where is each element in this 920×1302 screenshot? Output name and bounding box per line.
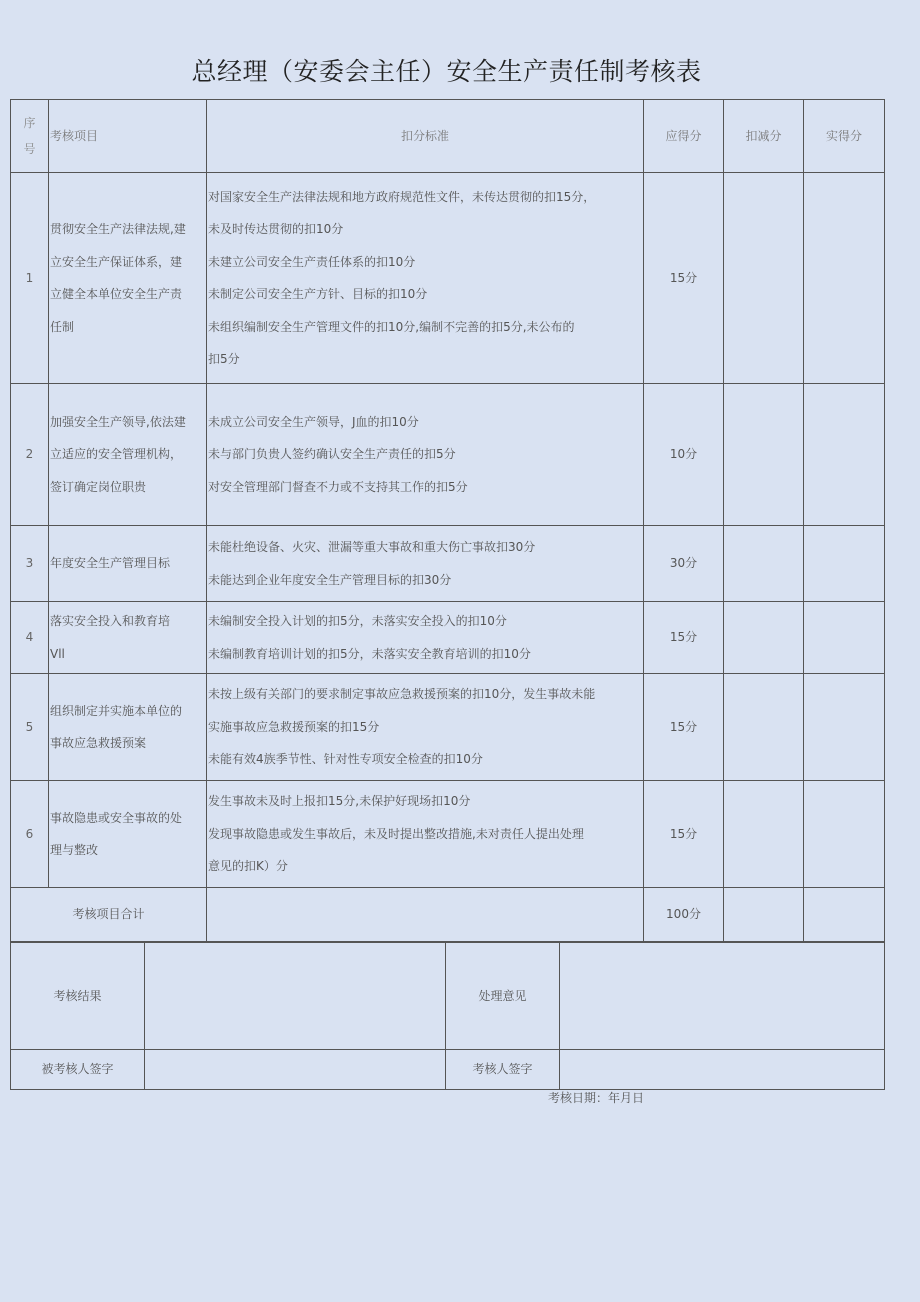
header-item: 考核项目 [49, 100, 207, 173]
header-due-score: 应得分 [644, 100, 724, 173]
total-deduct-cell[interactable] [724, 888, 804, 942]
header-actual: 实得分 [804, 100, 885, 173]
row-deduct-cell[interactable] [724, 602, 804, 674]
row-item-line: 立适应的安全管理机构， [50, 447, 183, 462]
header-seq-line1: 序 [23, 116, 36, 130]
total-score: 100分 [644, 888, 724, 942]
row-item-line: 事故隐患或安全事故的处 [50, 810, 183, 825]
row-criteria-line: 未组织编制安全生产管理文件的扣10分,编制不完善的扣5分,未公布的 [208, 319, 575, 334]
table-row [11, 173, 885, 384]
row-seq: 3 [11, 526, 49, 602]
row-due-score: 30分 [644, 526, 724, 602]
row-item [49, 781, 207, 888]
row-deduct-cell[interactable] [724, 526, 804, 602]
row-actual-cell[interactable] [804, 526, 885, 602]
row-item-line: 加强安全生产领导,依法建 [50, 414, 186, 429]
examiner-sign-label: 考核人签字 [446, 1050, 560, 1090]
row-item-line: 事故应急救援预案 [50, 736, 147, 750]
result-label: 考核结果 [11, 943, 145, 1050]
total-label: 考核项目合计 [11, 888, 207, 942]
row-seq: 4 [11, 602, 49, 674]
row-item-line: 理与整改 [50, 843, 99, 857]
row-actual-cell[interactable] [804, 173, 885, 384]
assessment-date: 考核日期：年月日 [548, 1091, 645, 1105]
row-due-score: 15分 [644, 781, 724, 888]
total-actual-cell[interactable] [804, 888, 885, 942]
row-criteria [207, 526, 644, 602]
table-row [11, 526, 885, 602]
row-deduct-cell[interactable] [724, 173, 804, 384]
row-item-line: 立安全生产保证体系，建 [50, 254, 183, 269]
row-item [49, 384, 207, 526]
row-criteria [207, 602, 644, 674]
table-row [11, 674, 885, 781]
row-item [49, 602, 207, 674]
total-row [11, 888, 885, 942]
row-criteria-line: 未及时传达贯彻的扣10分 [208, 222, 344, 236]
header-seq [11, 100, 49, 173]
row-seq: 5 [11, 674, 49, 781]
row-criteria-line: 未编制教育培训计划的扣5分，未落实安全教育培训的扣10分 [208, 646, 531, 661]
row-criteria [207, 781, 644, 888]
row-due-score: 15分 [644, 602, 724, 674]
row-actual-cell[interactable] [804, 602, 885, 674]
assessment-table [10, 99, 885, 942]
row-seq: 6 [11, 781, 49, 888]
result-field[interactable] [145, 943, 446, 1050]
row-criteria-line: 扣5分 [208, 352, 240, 366]
table-row [11, 781, 885, 888]
examinee-sign-label: 被考核人签字 [11, 1050, 145, 1090]
row-item-line: Vll [50, 646, 65, 661]
row-criteria-line: 对国家安全生产法律法规和地方政府规范性文件，未传达贯彻的扣15分， [208, 189, 596, 204]
row-item [49, 173, 207, 384]
row-item-line: 组织制定并实施本单位的 [50, 703, 183, 718]
row-item-line: 贯彻安全生产法律法规,建 [50, 222, 186, 236]
header-criteria: 扣分标准 [207, 100, 644, 173]
row-criteria-line: 发现事故隐患或发生事故后，未及时提出整改措施,未对责任人提出处理 [208, 826, 584, 841]
row-criteria-line: 未能达到企业年度安全生产管理目标的扣30分 [208, 572, 452, 587]
table-row [11, 384, 885, 526]
row-item-line: 签订确定岗位职贵 [50, 479, 147, 494]
row-criteria-line: 意见的扣K）分 [208, 859, 288, 874]
table-row [11, 602, 885, 674]
page-title: 总经理（安委会主任）安全生产责任制考核表 [191, 57, 702, 86]
row-actual-cell[interactable] [804, 384, 885, 526]
table-header-row [11, 100, 885, 173]
row-due-score: 15分 [644, 674, 724, 781]
header-seq-line2: 号 [23, 142, 36, 156]
signature-table [10, 942, 885, 1090]
header-deduct: 扣减分 [724, 100, 804, 173]
row-criteria-line: 未制定公司安全生产方针、目标的扣10分 [208, 287, 428, 301]
total-criteria-cell [207, 888, 644, 942]
row-item-line: 落实安全投入和教育培 [50, 614, 171, 628]
examinee-sign-field[interactable] [145, 1050, 446, 1090]
row-criteria-line: 未建立公司安全生产责任体系的扣10分 [208, 254, 416, 269]
row-actual-cell[interactable] [804, 781, 885, 888]
row-seq: 2 [11, 384, 49, 526]
row-criteria-line: 对安全管理部门督查不力或不支持其工作的扣5分 [208, 479, 468, 494]
row-seq: 1 [11, 173, 49, 384]
opinion-label: 处理意见 [446, 943, 560, 1050]
row-criteria-line: 实施事故应急救援预案的扣15分 [208, 719, 380, 734]
row-criteria-line: 发生事故未及时上报扣15分,未保护好现场扣10分 [208, 794, 471, 809]
row-criteria [207, 674, 644, 781]
row-item-line: 任制 [50, 319, 75, 334]
row-item [49, 526, 207, 602]
row-deduct-cell[interactable] [724, 781, 804, 888]
row-actual-cell[interactable] [804, 674, 885, 781]
row-criteria [207, 384, 644, 526]
row-item [49, 674, 207, 781]
row-criteria-line: 未按上级有关部门的要求制定事故应急救援预案的扣10分，发生事故未能 [208, 687, 596, 702]
row-due-score: 10分 [644, 384, 724, 526]
row-item-line: 年度安全生产管理目标 [50, 556, 171, 571]
row-deduct-cell[interactable] [724, 674, 804, 781]
row-criteria-line: 未成立公司安全生产领导，J血的扣10分 [208, 414, 419, 429]
row-due-score: 15分 [644, 173, 724, 384]
row-criteria-line: 未能有效4族季节性、针对性专项安全检查的扣10分 [208, 752, 483, 767]
opinion-field[interactable] [560, 943, 885, 1050]
row-criteria [207, 173, 644, 384]
examiner-sign-field[interactable] [560, 1050, 885, 1090]
row-deduct-cell[interactable] [724, 384, 804, 526]
row-criteria-line: 未编制安全投入计划的扣5分，未落实安全投入的扣10分 [208, 614, 507, 628]
row-item-line: 立健全本单位安全生产责 [50, 287, 183, 301]
row-criteria-line: 未能杜绝设备、火灾、泄漏等重大事故和重大伤亡事故扣30分 [208, 540, 536, 554]
row-criteria-line: 未与部门负贵人签约确认安全生产责任的扣5分 [208, 447, 456, 462]
